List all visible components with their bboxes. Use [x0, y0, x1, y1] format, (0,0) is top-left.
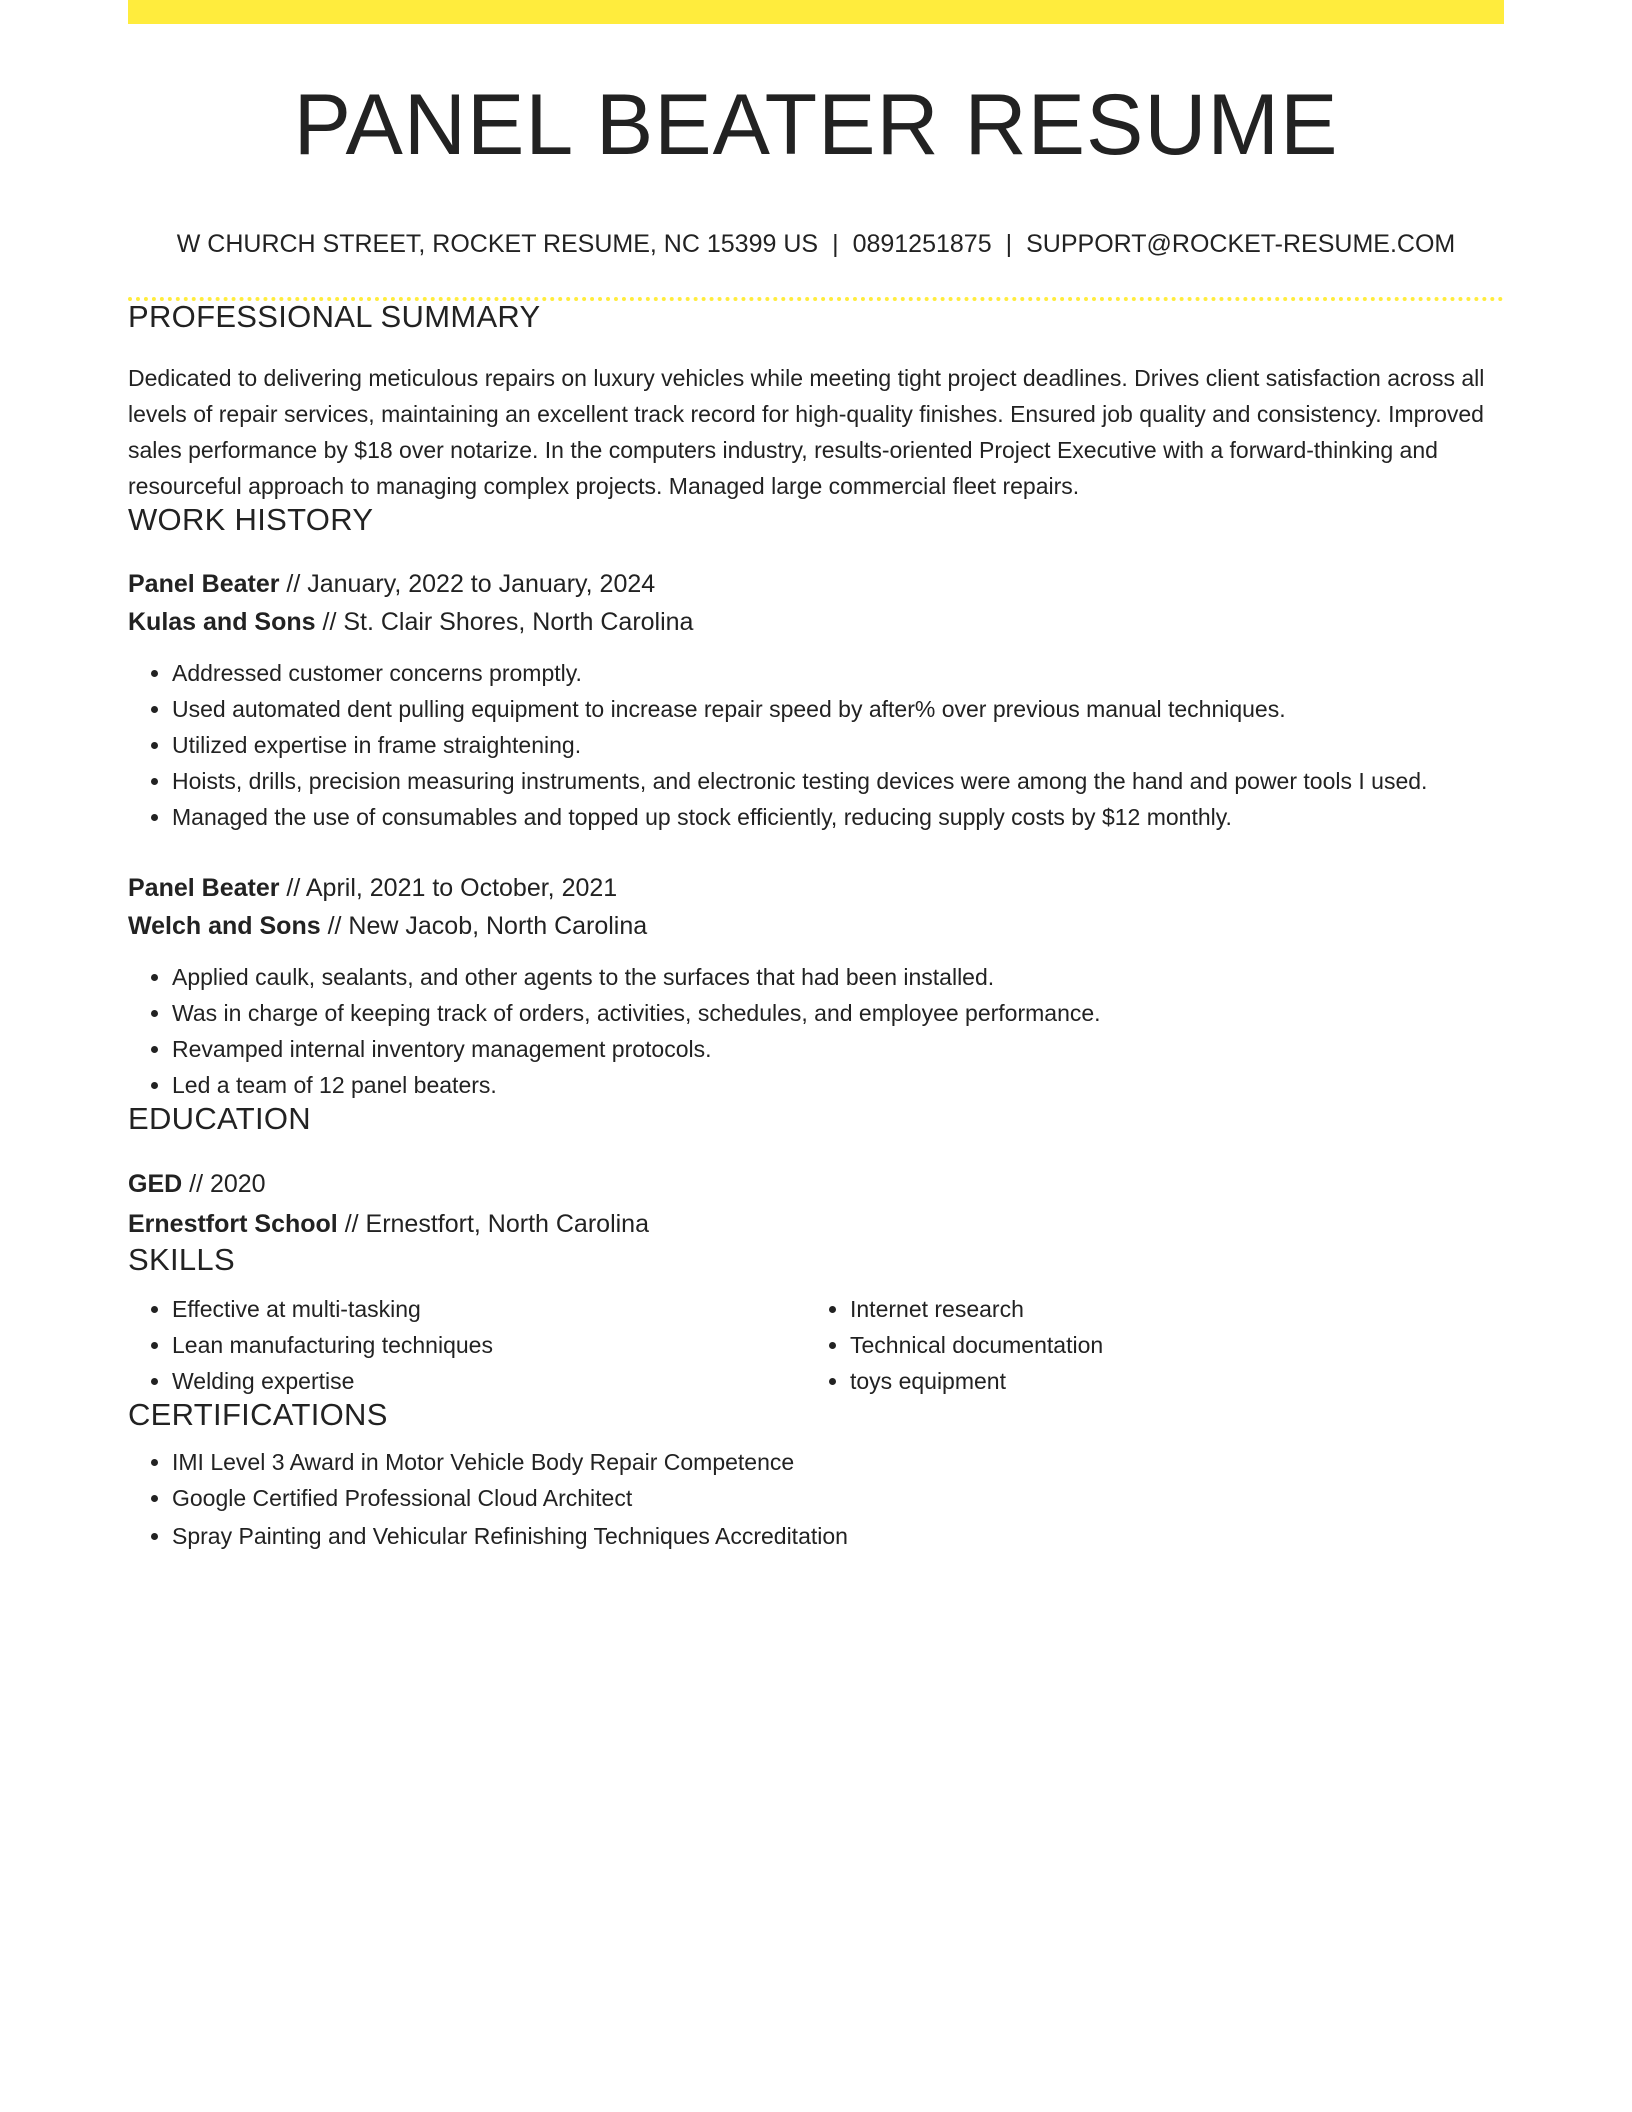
skill-item: • Technical documentation: [850, 1327, 1484, 1363]
certification-item: • IMI Level 3 Award in Motor Vehicle Body Repair Competence: [172, 1444, 1504, 1480]
job-dates: // January, 2022 to January, 2024: [279, 570, 656, 598]
section-heading-skills: SKILLS: [128, 1242, 235, 1277]
job-bullet-list: [128, 655, 1504, 835]
contact-line: [128, 232, 1504, 257]
job-title: Panel Beater: [128, 570, 280, 598]
job-bullet: • Was in charge of keeping track of orders, activities, schedules, and employee performance.: [172, 995, 1504, 1031]
job-bullet: • Addressed customer concerns promptly.: [172, 655, 1504, 691]
skill-item: • Internet research: [850, 1291, 1484, 1327]
section-heading-certifications: CERTIFICATIONS: [128, 1397, 388, 1432]
job-bullet: • Led a team of 12 panel beaters.: [172, 1067, 1504, 1103]
job-bullet: • Revamped internal inventory management protocols.: [172, 1031, 1504, 1067]
education-school: Ernestfort School: [128, 1210, 338, 1238]
contact-separator: |: [832, 230, 839, 258]
skills-grid: [128, 1291, 1504, 1399]
education-year: // 2020: [182, 1170, 266, 1198]
job-title-line: [128, 565, 1504, 603]
summary-text: Dedicated to delivering meticulous repairs on luxury vehicles while meeting tight project deadlines. Drives client satisfaction across all levels of repair services, maintaining an excellent track record for high-quality finishes. Ensured job quality and consistency. Improved sales performance by $18 over notarize. In the computers industry, results-oriented Project Executive with a forward-thinking and resourceful approach to managing complex projects. Managed large commercial fleet repairs.: [128, 365, 1485, 499]
job-dates: // April, 2021 to October, 2021: [279, 874, 618, 902]
contact-email: SUPPORT@ROCKET-RESUME.COM: [1026, 230, 1456, 258]
skills-list-left: [128, 1291, 806, 1399]
education-location: // Ernestfort, North Carolina: [337, 1210, 649, 1238]
skill-item: • Effective at multi-tasking: [172, 1291, 806, 1327]
accent-top-bar: [128, 0, 1504, 24]
job-entry: [128, 869, 1504, 1103]
job-location: // New Jacob, North Carolina: [320, 912, 648, 940]
contact-address: W CHURCH STREET, ROCKET RESUME, NC 15399 US: [176, 230, 819, 258]
job-entry: [128, 565, 1504, 835]
skill-item: • Lean manufacturing techniques: [172, 1327, 806, 1363]
certification-item: • Spray Painting and Vehicular Refinishing Techniques Accreditation: [172, 1518, 1504, 1554]
job-bullet: • Managed the use of consumables and topped up stock efficiently, reducing supply costs by $12 monthly.: [172, 799, 1504, 835]
job-company-line: [128, 603, 1504, 641]
education-degree-line: [128, 1164, 1504, 1204]
job-company: Welch and Sons: [128, 912, 321, 940]
job-bullet: • Used automated dent pulling equipment to increase repair speed by after% over previous manual techniques.: [172, 691, 1504, 727]
job-bullet: • Applied caulk, sealants, and other agents to the surfaces that had been installed.: [172, 959, 1504, 995]
education-school-line: [128, 1204, 1504, 1244]
job-bullet: • Utilized expertise in frame straightening.: [172, 727, 1504, 763]
job-title: Panel Beater: [128, 874, 280, 902]
job-bullet: • Hoists, drills, precision measuring instruments, and electronic testing devices were among the hand and power tools I used.: [172, 763, 1504, 799]
job-title-line: [128, 869, 1504, 907]
education-degree: GED: [128, 1170, 183, 1198]
certifications-list: [128, 1444, 1504, 1554]
certification-item: • Google Certified Professional Cloud Architect: [172, 1480, 1504, 1516]
contact-separator: |: [1005, 230, 1013, 258]
job-location: // St. Clair Shores, North Carolina: [315, 608, 694, 636]
resume-page: [128, 0, 1504, 1554]
skills-list-right: [806, 1291, 1484, 1399]
contact-phone: 0891251875: [852, 230, 992, 258]
section-heading-work-history: WORK HISTORY: [128, 502, 374, 537]
education-entry: [128, 1164, 1504, 1244]
job-company-line: [128, 907, 1504, 945]
job-bullet-list: [128, 959, 1504, 1103]
skill-item: • toys equipment: [850, 1363, 1484, 1399]
section-heading-education: EDUCATION: [128, 1101, 311, 1136]
job-company: Kulas and Sons: [128, 608, 316, 636]
skill-item: • Welding expertise: [172, 1363, 806, 1399]
section-heading-summary: PROFESSIONAL SUMMARY: [128, 299, 541, 334]
resume-title: PANEL BEATER RESUME: [293, 77, 1339, 173]
